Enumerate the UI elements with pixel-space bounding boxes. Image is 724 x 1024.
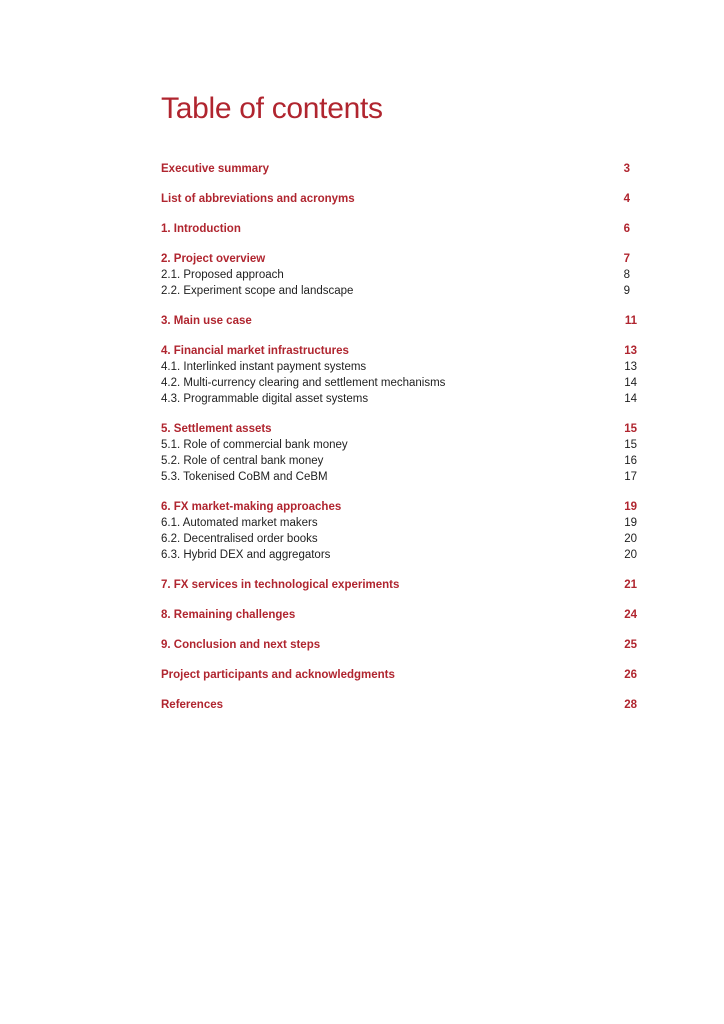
- toc-entry-label: 6. FX market-making approaches: [161, 501, 342, 513]
- toc-subentry-page: 17: [624, 471, 637, 483]
- table-of-contents: [161, 161, 637, 727]
- toc-entry-label: Project participants and acknowledgments: [161, 669, 395, 681]
- toc-subentry-page: 15: [624, 439, 637, 451]
- toc-subentry-label: 6.3. Hybrid DEX and aggregators: [161, 549, 331, 561]
- toc-subentry-proposed-approach[interactable]: [161, 267, 637, 283]
- toc-entry-page: 11: [624, 315, 637, 327]
- toc-subentry-page: 19: [624, 517, 637, 529]
- toc-subentry-page: 20: [624, 533, 637, 545]
- toc-entry-page: 21: [624, 579, 637, 591]
- toc-entry-page: 15: [624, 423, 637, 435]
- toc-entry-introduction[interactable]: [161, 221, 637, 237]
- toc-entry-page: 3: [623, 163, 630, 175]
- toc-entry-label: 1. Introduction: [161, 223, 241, 235]
- toc-subentry-interlinked-ips[interactable]: [161, 359, 637, 375]
- toc-group-references: [161, 697, 637, 713]
- toc-group-fmi: [161, 343, 637, 407]
- toc-subentry-label: 2.1. Proposed approach: [161, 269, 284, 281]
- toc-subentry-multi-currency[interactable]: [161, 375, 637, 391]
- toc-subentry-label: 6.2. Decentralised order books: [161, 533, 318, 545]
- toc-entry-label: 2. Project overview: [161, 253, 266, 265]
- toc-subentry-tokenised-money[interactable]: [161, 469, 637, 485]
- toc-entry-executive-summary[interactable]: [161, 161, 637, 177]
- toc-group-project-overview: [161, 251, 637, 299]
- toc-group-participants: [161, 667, 637, 683]
- toc-entry-fx-services[interactable]: [161, 577, 637, 593]
- toc-subentry-label: 2.2. Experiment scope and landscape: [161, 285, 354, 297]
- toc-subentry-page: 13: [624, 361, 637, 373]
- toc-entry-fx-market-making[interactable]: [161, 499, 637, 515]
- toc-subentry-page: 9: [623, 285, 630, 297]
- toc-subentry-experiment-scope[interactable]: [161, 283, 637, 299]
- toc-entry-conclusion[interactable]: [161, 637, 637, 653]
- toc-entry-page: 7: [623, 253, 630, 265]
- toc-entry-page: 28: [624, 699, 637, 711]
- page-title: Table of contents: [161, 92, 383, 125]
- toc-subentry-label: 5.1. Role of commercial bank money: [161, 439, 348, 451]
- toc-group-abbreviations: [161, 191, 637, 207]
- toc-entry-page: 24: [624, 609, 637, 621]
- toc-entry-page: 19: [624, 501, 637, 513]
- toc-entry-label: Executive summary: [161, 163, 270, 175]
- toc-entry-page: 6: [623, 223, 630, 235]
- toc-entry-label: 8. Remaining challenges: [161, 609, 296, 621]
- toc-entry-abbreviations[interactable]: [161, 191, 637, 207]
- toc-group-settlement-assets: [161, 421, 637, 485]
- toc-entry-label: List of abbreviations and acronyms: [161, 193, 355, 205]
- toc-entry-project-overview[interactable]: [161, 251, 637, 267]
- toc-subentry-order-books[interactable]: [161, 531, 637, 547]
- toc-entry-label: 9. Conclusion and next steps: [161, 639, 321, 651]
- toc-entry-participants[interactable]: [161, 667, 637, 683]
- toc-group-fx-services: [161, 577, 637, 593]
- toc-entry-settlement-assets[interactable]: [161, 421, 637, 437]
- toc-subentry-label: 5.3. Tokenised CoBM and CeBM: [161, 471, 328, 483]
- toc-entry-label: 7. FX services in technological experiments: [161, 579, 400, 591]
- toc-group-conclusion: [161, 637, 637, 653]
- toc-entry-page: 26: [624, 669, 637, 681]
- toc-subentry-label: 4.3. Programmable digital asset systems: [161, 393, 369, 405]
- toc-subentry-label: 4.1. Interlinked instant payment systems: [161, 361, 367, 373]
- toc-entry-remaining-challenges[interactable]: [161, 607, 637, 623]
- toc-subentry-commercial-bank-money[interactable]: [161, 437, 637, 453]
- toc-group-fx-market-making: [161, 499, 637, 563]
- toc-group-remaining-challenges: [161, 607, 637, 623]
- toc-entry-main-use-case[interactable]: [161, 313, 637, 329]
- toc-group-executive-summary: [161, 161, 637, 177]
- toc-subentry-label: 5.2. Role of central bank money: [161, 455, 324, 467]
- toc-entry-label: References: [161, 699, 224, 711]
- toc-subentry-hybrid-dex[interactable]: [161, 547, 637, 563]
- toc-subentry-central-bank-money[interactable]: [161, 453, 637, 469]
- toc-subentry-page: 20: [624, 549, 637, 561]
- toc-entry-label: 5. Settlement assets: [161, 423, 272, 435]
- toc-subentry-programmable-das[interactable]: [161, 391, 637, 407]
- toc-group-main-use-case: [161, 313, 637, 329]
- toc-subentry-page: 14: [624, 377, 637, 389]
- toc-subentry-page: 14: [624, 393, 637, 405]
- toc-entry-page: 4: [623, 193, 630, 205]
- toc-entry-page: 25: [624, 639, 637, 651]
- toc-subentry-label: 6.1. Automated market makers: [161, 517, 318, 529]
- toc-entry-fmi[interactable]: [161, 343, 637, 359]
- toc-entry-label: 4. Financial market infrastructures: [161, 345, 349, 357]
- toc-entry-page: 13: [624, 345, 637, 357]
- toc-subentry-page: 8: [623, 269, 630, 281]
- toc-subentry-page: 16: [624, 455, 637, 467]
- toc-subentry-amm[interactable]: [161, 515, 637, 531]
- toc-entry-label: 3. Main use case: [161, 315, 252, 327]
- toc-entry-references[interactable]: [161, 697, 637, 713]
- toc-group-introduction: [161, 221, 637, 237]
- toc-subentry-label: 4.2. Multi-currency clearing and settlement mechanisms: [161, 377, 446, 389]
